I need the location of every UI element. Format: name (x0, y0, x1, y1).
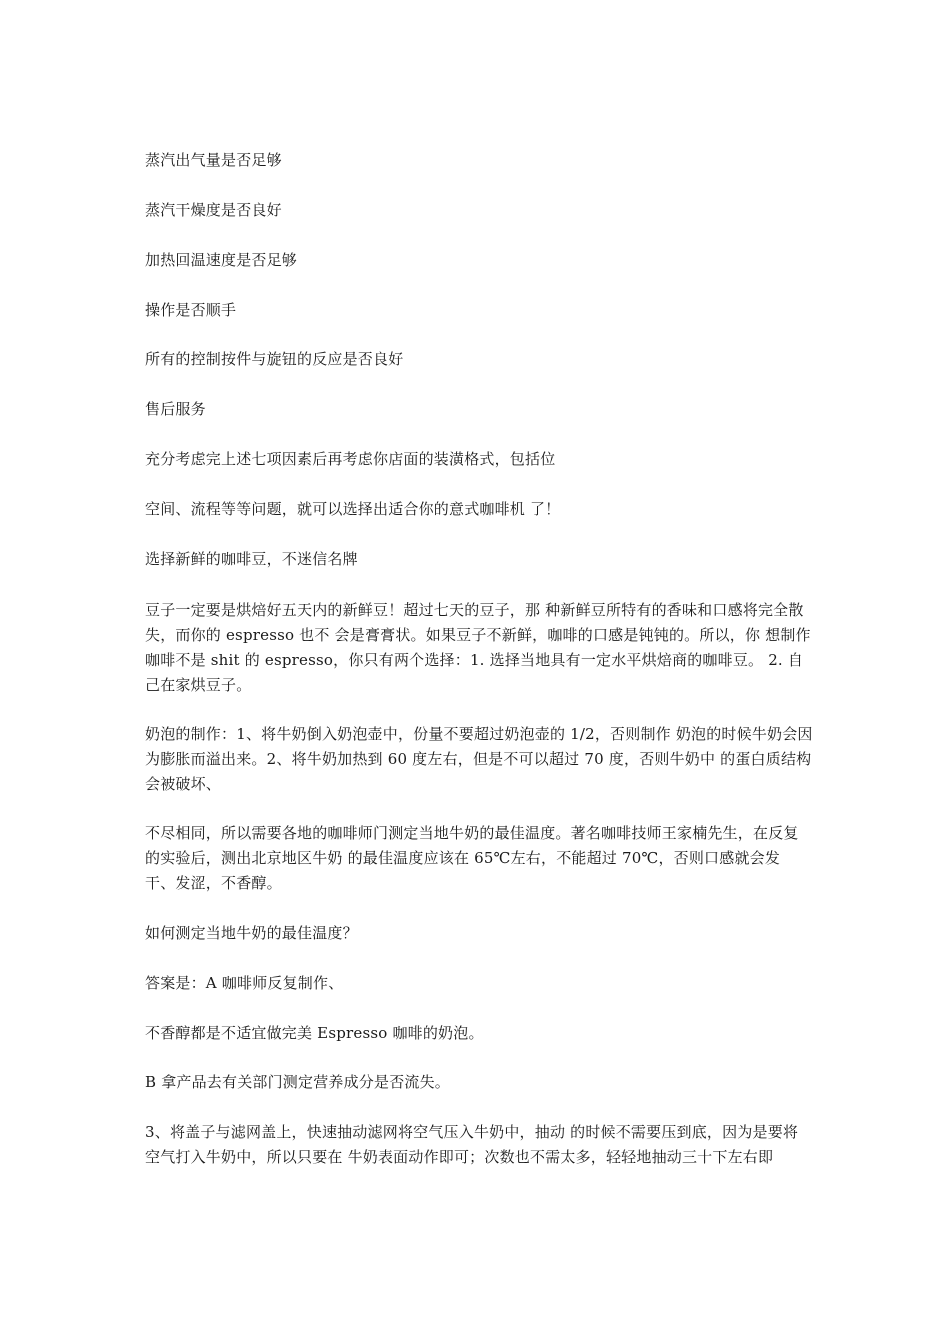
paragraph-heat-recovery: 加热回温速度是否足够 (145, 251, 298, 269)
paragraph-answer-a: 答案是：A 咖啡师反复制作、 (145, 974, 344, 992)
paragraph-steam-output: 蒸汽出气量是否足够 (145, 151, 282, 169)
paragraph-consider-factors: 充分考虑完上述七项因素后再考虑你店面的装潢格式，包括位 (145, 450, 556, 468)
paragraph-fresh-beans: 豆子一定要是烘焙好五天内的新鲜豆！超过七天的豆子，那 种新鲜豆所特有的香味和口感将完全散失，而你的 espresso 也不 会是膏膏状。如果豆子不新鲜，咖啡的口感是钝钝的。所以，你 想制作咖啡不是 shit 的 espresso，你只有两个选择：1. 选择当地具有一定水平烘焙商的咖啡豆。 2. 自己在家烘豆子。 (145, 601, 811, 694)
paragraph-choose-machine: 空间、流程等等问题，就可以选择出适合你的意式咖啡机 了！ (145, 500, 561, 518)
paragraph-after-sales: 售后服务 (145, 400, 206, 418)
paragraph-controls: 所有的控制按件与旋钮的反应是否良好 (145, 350, 404, 368)
paragraph-step-3: 3、将盖子与滤网盖上，快速抽动滤网将空气压入牛奶中，抽动 的时候不需要压到底，因为是要将空气打入牛奶中，所以只要在 牛奶表面动作即可；次数也不需太多，轻轻地抽动三十下左右即 (145, 1123, 799, 1166)
paragraph-steam-dryness: 蒸汽干燥度是否良好 (145, 201, 282, 219)
paragraph-question: 如何测定当地牛奶的最佳温度？ (145, 924, 358, 942)
paragraph-milk-temperature: 不尽相同，所以需要各地的咖啡师门测定当地牛奶的最佳温度。著名咖啡技师王家楠先生，在反复的实验后，测出北京地区牛奶 的最佳温度应该在 65℃左右，不能超过 70℃，否则口感就会发 干、发涩，不香醇。 (145, 824, 799, 892)
paragraph-fresh-beans-heading: 选择新鲜的咖啡豆，不迷信名牌 (145, 550, 358, 568)
paragraph-not-fragrant: 不香醇都是不适宜做完美 Espresso 咖啡的奶泡。 (145, 1024, 484, 1042)
paragraph-milk-foam: 奶泡的制作：1、将牛奶倒入奶泡壶中，份量不要超过奶泡壶的 1/2，否则制作 奶泡的时候牛奶会因为膨胀而溢出来。2、将牛奶加热到 60 度左右，但是不可以超过 70 度，否则牛奶中 的蛋白质结构会被破坏、 (145, 725, 813, 793)
paragraph-answer-b: B 拿产品去有关部门测定营养成分是否流失。 (145, 1073, 450, 1091)
paragraph-operation: 操作是否顺手 (145, 301, 237, 319)
